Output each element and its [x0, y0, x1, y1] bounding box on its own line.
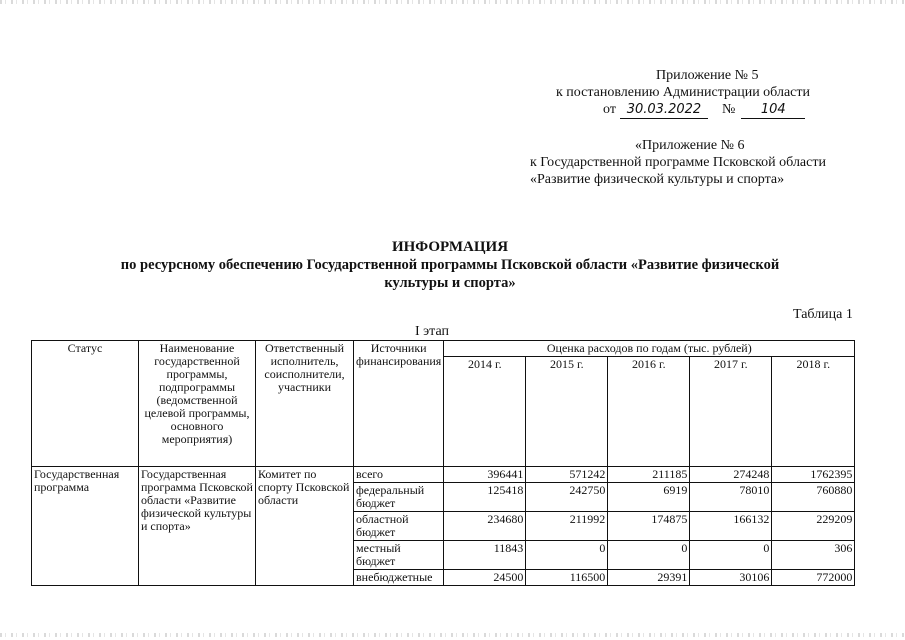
table-row: [32, 467, 855, 483]
value-cell: 234680: [444, 512, 526, 541]
document-title: [60, 238, 840, 292]
source-cell: местный бюджет: [354, 541, 444, 570]
value-cell: 78010: [690, 483, 772, 512]
program-executor: Комитет по спорту Псковской области: [256, 467, 354, 586]
value-cell: 0: [526, 541, 608, 570]
value-cell: 166132: [690, 512, 772, 541]
annex-top-line1: Приложение № 5: [656, 68, 759, 83]
value-cell: 760880: [772, 483, 855, 512]
value-cell: 1762395: [772, 467, 855, 483]
value-cell: 6919: [608, 483, 690, 512]
value-cell: 242750: [526, 483, 608, 512]
value-cell: 30106: [690, 570, 772, 586]
value-cell: 306: [772, 541, 855, 570]
value-cell: 211185: [608, 467, 690, 483]
value-cell: 24500: [444, 570, 526, 586]
header-sources: Источники финансирования: [354, 341, 444, 467]
header-year: 2014 г.: [444, 357, 526, 467]
title-heading: ИНФОРМАЦИЯ: [391, 239, 509, 255]
title-subheading-line1: по ресурсному обеспечению Государственной программы Псковской области «Развитие физической: [120, 257, 780, 273]
header-estimate: Оценка расходов по годам (тыс. рублей): [444, 341, 855, 357]
stage-label: I этап: [415, 324, 449, 339]
value-cell: 0: [608, 541, 690, 570]
header-status: Статус: [32, 341, 139, 467]
value-cell: 229209: [772, 512, 855, 541]
header-executor: Ответственный исполнитель, соисполнители, участники: [256, 341, 354, 467]
value-cell: 29391: [608, 570, 690, 586]
table-label: Таблица 1: [793, 307, 853, 322]
program-name: Государственная программа Псковской области «Развитие физической культуры и спорта»: [139, 467, 256, 586]
annex-program-line2: к Государственной программе Псковской области: [530, 155, 826, 170]
annex-top-block: [556, 67, 876, 119]
scan-edge-top: [0, 0, 905, 4]
header-year: 2015 г.: [526, 357, 608, 467]
value-cell: 772000: [772, 570, 855, 586]
program-status: Государственная программа: [32, 467, 139, 586]
annex-program-line3: «Развитие физической культуры и спорта»: [530, 172, 785, 187]
number-prefix: №: [721, 102, 736, 117]
value-cell: 11843: [444, 541, 526, 570]
number-value: 104: [741, 101, 805, 119]
source-cell: областной бюджет: [354, 512, 444, 541]
value-cell: 174875: [608, 512, 690, 541]
source-cell: всего: [354, 467, 444, 483]
value-cell: 211992: [526, 512, 608, 541]
value-cell: 125418: [444, 483, 526, 512]
header-name: Наименование государственной программы, подпрограммы (ведомственной целевой программы, основного мероприятия): [139, 341, 256, 467]
header-year: 2017 г.: [690, 357, 772, 467]
title-subheading-line2: культуры и спорта»: [384, 275, 516, 291]
annex-top-line2: к постановлению Администрации области: [556, 85, 810, 100]
resource-table: [31, 340, 855, 586]
value-cell: 0: [690, 541, 772, 570]
value-cell: 571242: [526, 467, 608, 483]
header-year: 2018 г.: [772, 357, 855, 467]
source-cell: федеральный бюджет: [354, 483, 444, 512]
annex-top-date-line: [556, 101, 876, 119]
annex-program-block: [530, 137, 890, 188]
date-prefix: от: [603, 102, 616, 117]
scan-edge-bottom: [0, 633, 905, 637]
header-year: 2016 г.: [608, 357, 690, 467]
annex-program-line1: «Приложение № 6: [635, 138, 745, 153]
value-cell: 396441: [444, 467, 526, 483]
value-cell: 274248: [690, 467, 772, 483]
date-value: 30.03.2022: [620, 101, 708, 119]
value-cell: 116500: [526, 570, 608, 586]
source-cell: внебюджетные: [354, 570, 444, 586]
